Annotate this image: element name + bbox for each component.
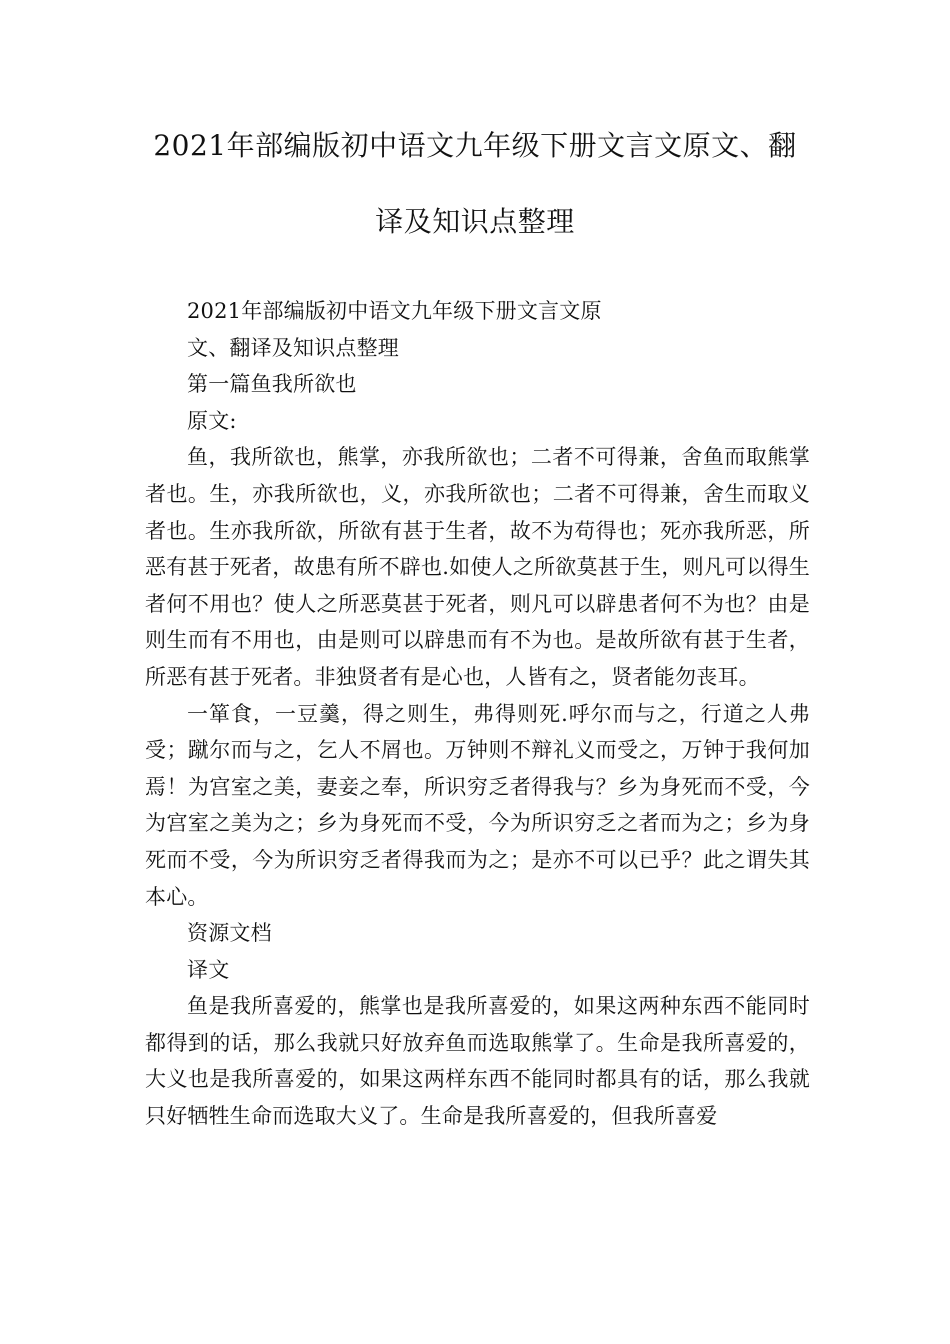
original-paragraph-2: 一箪食，一豆羹，得之则生，弗得则死.呼尔而与之，行道之人弗受；蹴尔而与之，乞人不屑也。万钟则不辩礼义而受之，万钟于我何加焉！为宫室之美，妻妾之奉，所识穷乏者得我与？乡为身死而不受，今为宫室之美为之；乡为身死而不受，今为所识穷乏之者而为之；乡为身死而不受，今为所识穷乏者得我而为之；是亦不可以已乎？此之谓失其本心。 <box>145 701 810 909</box>
document-title-line-2: 译及知识点整理 <box>375 205 575 238</box>
translation-paragraph-1: 鱼是我所喜爱的，熊掌也是我所喜爱的，如果这两种东西不能同时都得到的话，那么我就只好放弃鱼而选取熊掌了。生命是我所喜爱的，大义也是我所喜爱的，如果这两样东西不能同时都具有的话，那么我就只好牺牲生命而选取大义了。生命是我所喜爱的，但我所喜爱 <box>145 994 810 1129</box>
subtitle-line-2: 文、翻译及知识点整理 <box>187 335 399 360</box>
document-title-line-1: 2021年部编版初中语文九年级下册文言文原文、翻 <box>153 129 797 162</box>
subtitle-line-1: 2021年部编版初中语文九年级下册文言文原 <box>187 299 602 323</box>
translation-label: 译文 <box>187 957 230 982</box>
section-heading: 第一篇鱼我所欲也 <box>187 372 357 397</box>
original-text-label: 原文: <box>187 408 237 433</box>
resource-doc-label: 资源文档 <box>187 921 272 946</box>
document-body <box>145 293 810 1135</box>
original-paragraph-1: 鱼，我所欲也，熊掌，亦我所欲也；二者不可得兼，舍鱼而取熊掌者也。生，亦我所欲也，义，亦我所欲也；二者不可得兼，舍生而取义者也。生亦我所欲，所欲有甚于生者，故不为苟得也；死亦我所恶，所恶有甚于死者，故患有所不辟也.如使人之所欲莫甚于生，则凡可以得生者何不用也？使人之所恶莫甚于死者，则凡可以辟患者何不为也？由是则生而有不用也，由是则可以辟患而有不为也。是故所欲有甚于生者，所恶有甚于死者。非独贤者有是心也，人皆有之，贤者能勿丧耳。 <box>145 445 810 689</box>
